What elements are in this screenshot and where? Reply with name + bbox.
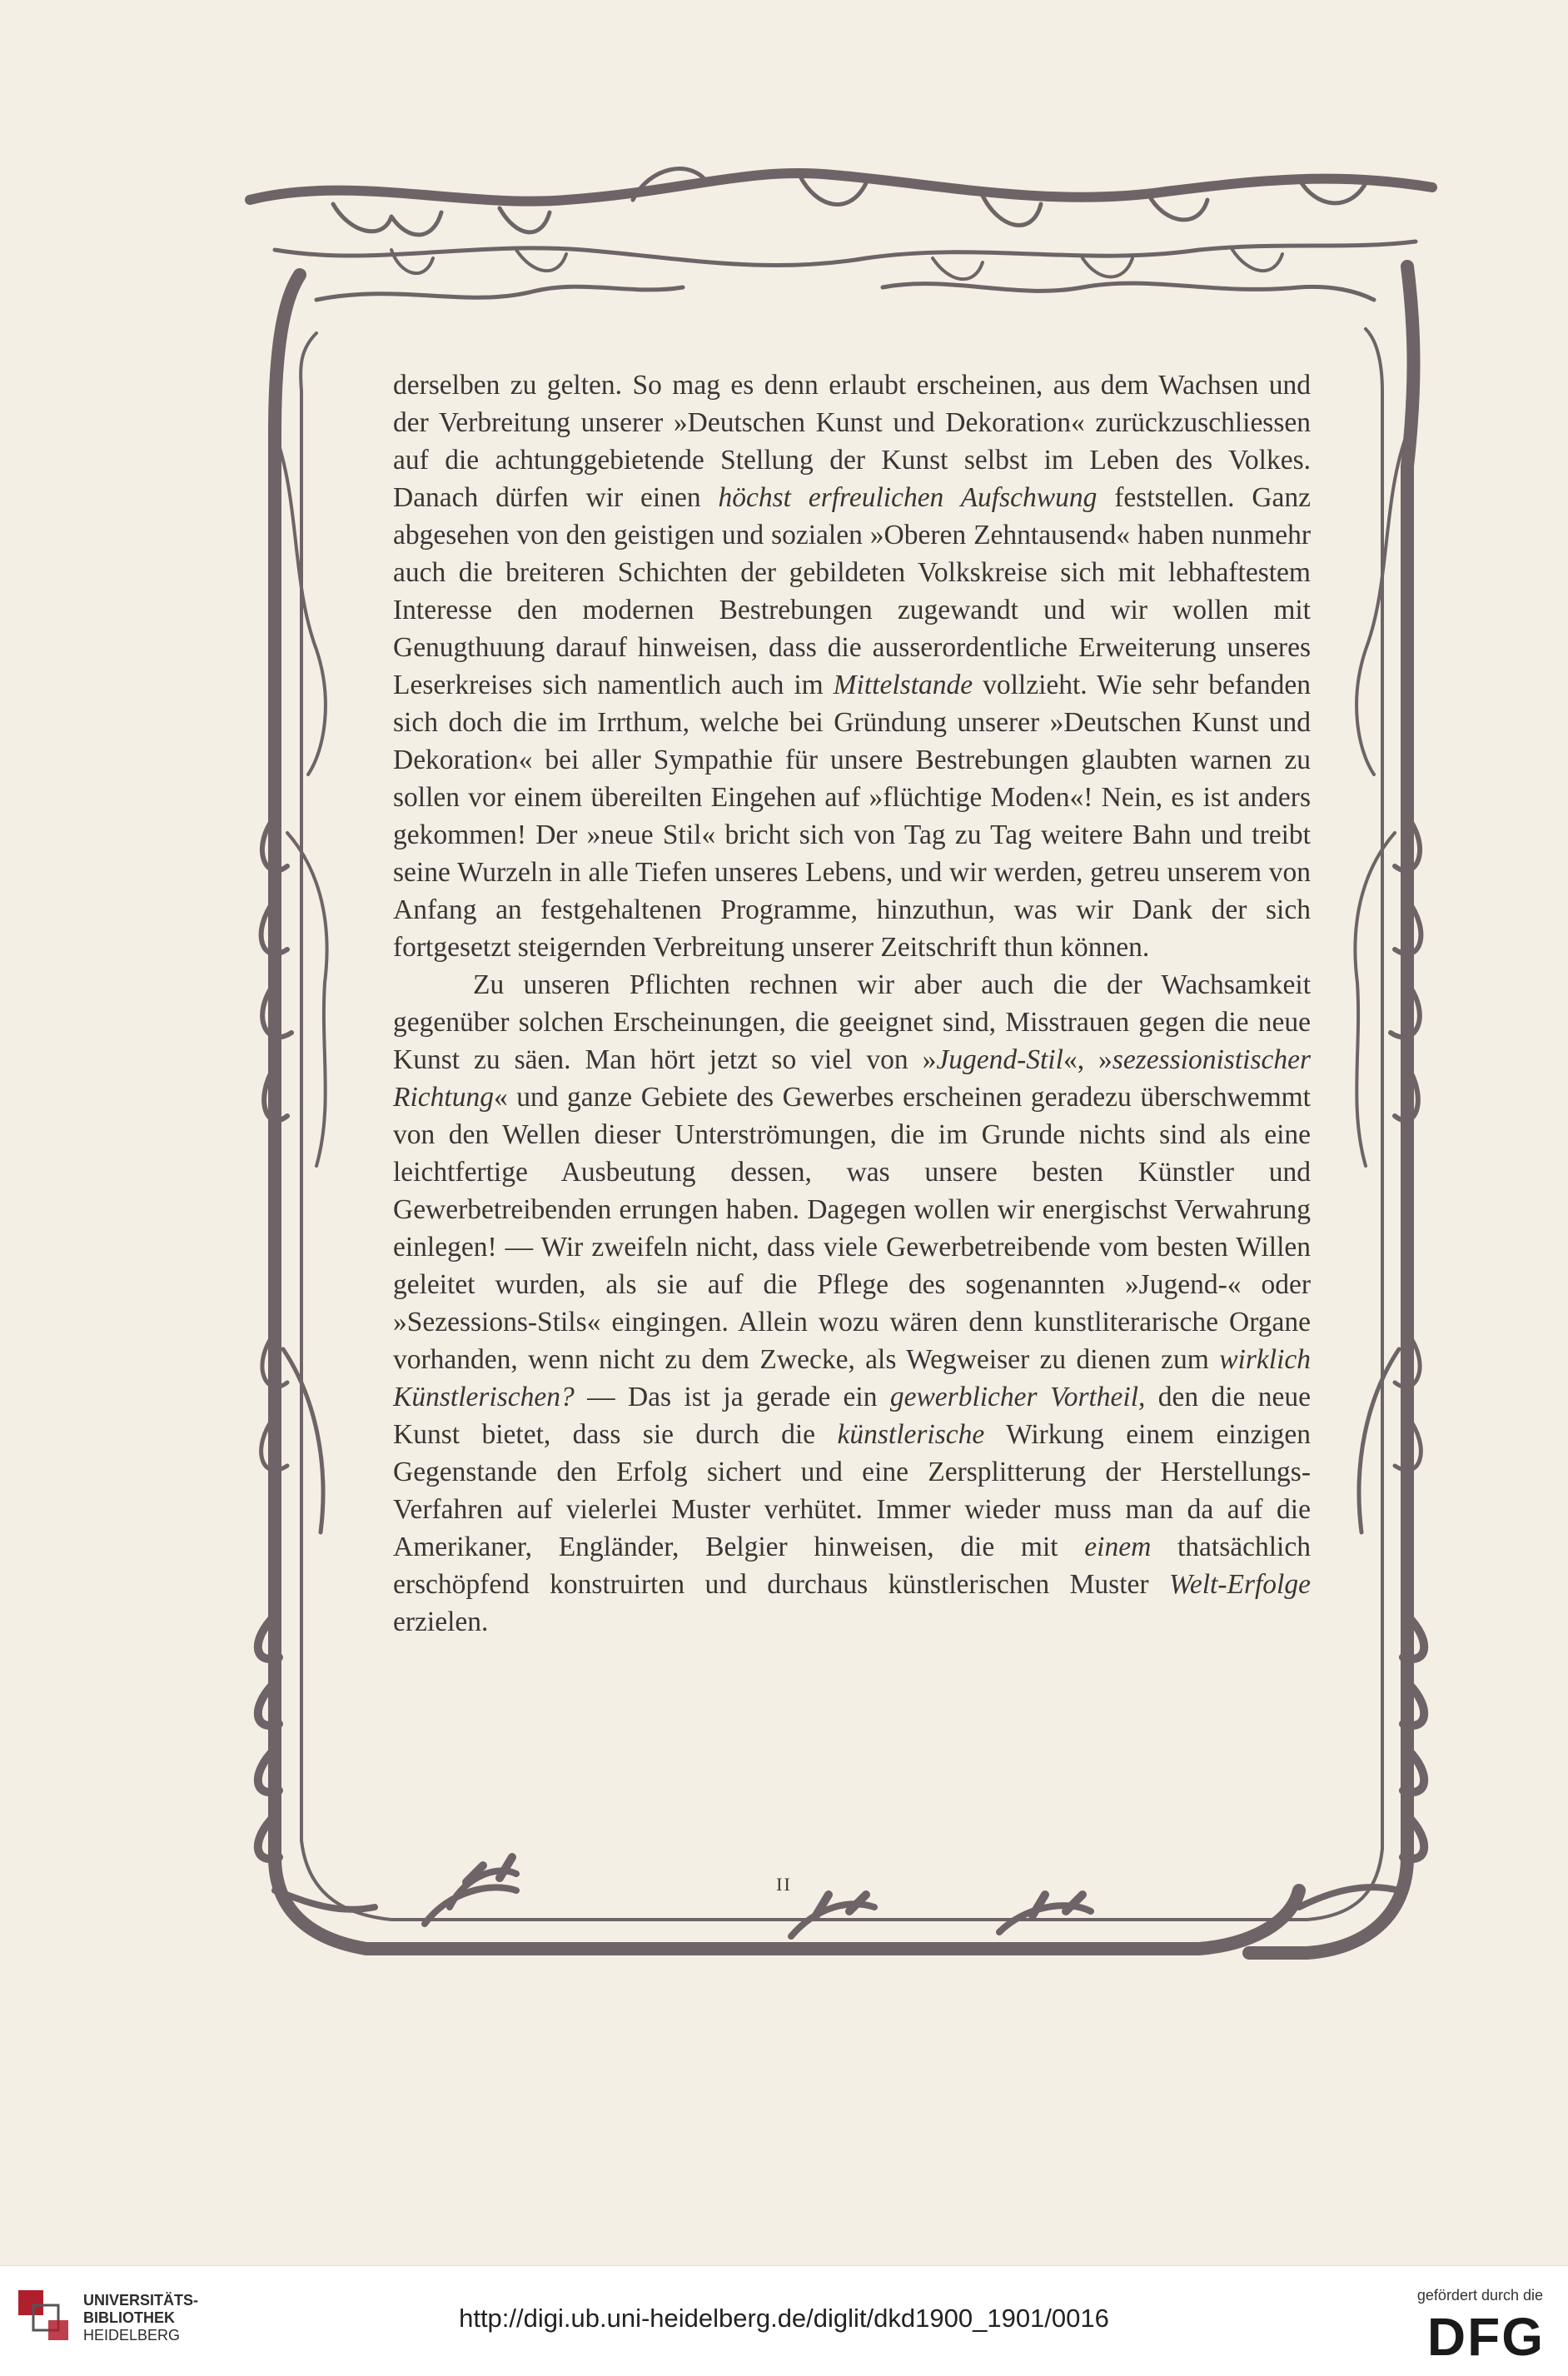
emphasized-text: wirklich Künstlerischen? (393, 1344, 1311, 1412)
emphasized-text: sezessionistischer Richtung (393, 1044, 1312, 1113)
library-line-1: UNIVERSITÄTS- (83, 2292, 199, 2309)
emphasized-text: Welt-Erfolge (1169, 1569, 1311, 1600)
text-run: feststellen. Ganz abgesehen von den geistigen und sozialen »Oberen Zehntausend« haben nunmehr auch die breiteren Schichten der gebildeten Volkskreise sich mit lebhaftestem Interesse den modernen Bestrebungen zugewandt und wir wollen mit Genugthuung darauf hinweisen, dass die ausserordentliche Erweiterung unseres Leserkreises sich namentlich auch im (393, 482, 1312, 700)
library-line-3: HEIDELBERG (83, 2327, 181, 2344)
emphasized-text: höchst erfreulichen Aufschwung (718, 482, 1098, 513)
source-url-link[interactable]: http://digi.ub.uni-heidelberg.de/diglit/dkd1900_1901/0016 (459, 2304, 1109, 2333)
text-run: vollzieht. Wie sehr befanden sich doch die im Irrthum, welche bei Gründung unserer »Deutschen Kunst und Dekoration« bei aller Sympathie für unsere Bestrebungen glaubten warnen zu sollen vor einem übereilten Eingehen auf »flüchtige Moden«! Nein, es ist anders gekommen! Der »neue Stil« bricht sich von Tag zu Tag weitere Bahn und treibt seine Wurzeln in alle Tiefen unseres Lebens, und wir werden, getreu unserem von Anfang an festgehaltenen Programme, hinzuthun, was wir Dank der sich fortgesetzt steigernden Verbreitung unserer Zeitschrift thun können. (393, 670, 1312, 963)
article-text (393, 366, 1311, 1641)
text-run: erzielen. (393, 1606, 489, 1637)
emphasized-text: künstlerische (837, 1419, 985, 1450)
text-run: — Das ist ja gerade ein (574, 1382, 890, 1412)
emphasized-text: Mittelstande (833, 670, 973, 700)
emphasized-text: einem (1084, 1532, 1152, 1562)
page-number: II (776, 1874, 792, 1895)
text-run: «, » (1063, 1044, 1113, 1075)
emphasized-text: Jugend-Stil (936, 1044, 1063, 1075)
text-run: den die neue Kunst bietet, dass sie durch die (393, 1382, 1311, 1450)
paragraph-2 (393, 966, 1311, 1641)
funded-by-label: gefördert durch die (1416, 2287, 1543, 2304)
text-run: derselben zu gelten. So mag es denn erlaubt erscheinen, aus dem Wachsen und der Verbreitung unserer »Deutschen Kunst und Dekoration« zurückzuschliessen auf die achtunggebietende Stellung der Kunst selbst im Leben des Volkes. Danach dürfen wir einen (393, 370, 1311, 513)
text-run: Zu unseren Pflichten rechnen wir aber auch die der Wachsamkeit gegenüber solchen Erscheinungen, die geeignet sind, Misstrauen gegen die neue Kunst zu säen. Man hört jetzt so viel von » (393, 969, 1311, 1075)
text-run: thatsächlich erschöpfend konstruirten und durchaus künstlerischen Muster (393, 1532, 1311, 1600)
text-run: Wirkung einem einzigen Gegenstande den Erfolg sichert und eine Zersplitterung der Herstellungs-Verfahren auf vielerlei Muster verhütet. Immer wieder muss man da auf die Amerikaner, Engländer, Belgier hinweisen, die mit (393, 1419, 1311, 1562)
emphasized-text: gewerblicher Vortheil, (889, 1382, 1146, 1412)
paragraph-1 (393, 366, 1311, 966)
library-line-2: BIBLIOTHEK (83, 2309, 175, 2326)
text-run: « und ganze Gebiete des Gewerbes erscheinen geradezu überschwemmt von den Wellen dieser Unterströmungen, die im Grunde nichts sind als eine leichtfertige Ausbeutung dessen, was unsere besten Künstler und Gewerbetreibenden errungen haben. Dagegen wollen wir energischst Verwahrung einlegen! — Wir zweifeln nicht, dass viele Gewerbetreibende vom besten Willen geleitet wurden, als sie auf die Pflege des sogenannten »Jugend-« oder »Sezessions-Stils« eingingen. Allein wozu wären denn kunstliterarische Organe vorhanden, wenn nicht zu dem Zwecke, als Wegweiser zu dienen zum (393, 1082, 1311, 1375)
funder-logo: DFG (1426, 2307, 1545, 2367)
